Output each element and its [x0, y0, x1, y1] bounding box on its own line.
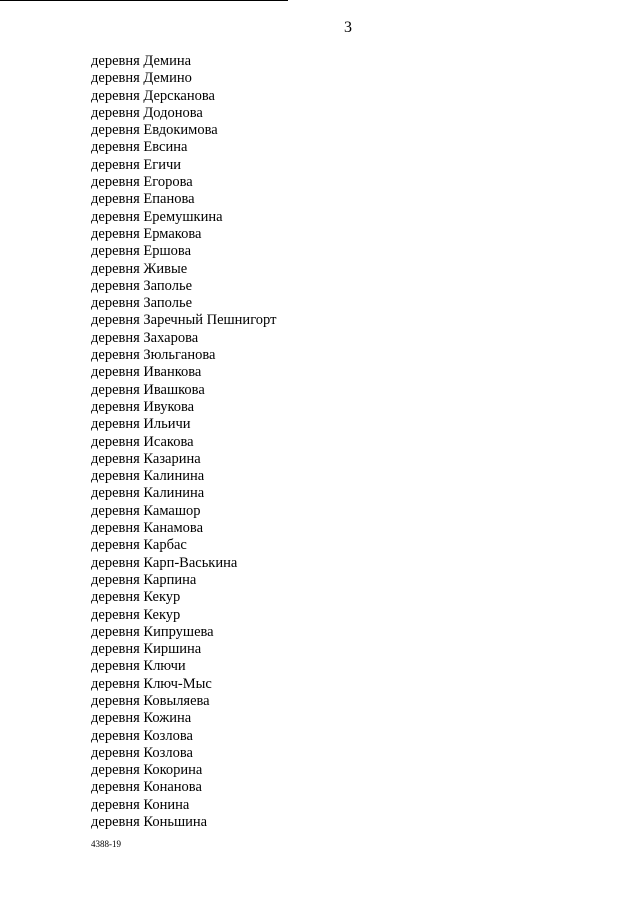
list-item: деревня Кожина	[91, 710, 192, 727]
list-item: деревня Кипрушева	[91, 623, 214, 640]
list-item: деревня Исакова	[91, 433, 194, 450]
list-item: деревня Карпина	[91, 571, 197, 588]
list-item: деревня Егорова	[91, 174, 193, 191]
list-item: деревня Коньшина	[91, 814, 208, 831]
list-item: деревня Иванкова	[91, 364, 202, 381]
list-item: деревня Канамова	[91, 520, 204, 537]
list-item: деревня Демина	[91, 53, 192, 69]
list-item: деревня Камашор	[91, 502, 201, 519]
list-item: деревня Демино	[91, 70, 192, 87]
list-item: деревня Калинина	[91, 485, 205, 502]
list-item: деревня Карбас	[91, 537, 187, 554]
list-item: деревня Захарова	[91, 329, 199, 346]
list-item: деревня Евдокимова	[91, 122, 218, 139]
settlement-list	[91, 53, 276, 831]
list-item: деревня Евсина	[91, 139, 188, 156]
list-item: деревня Калинина	[91, 468, 205, 485]
list-item: деревня Заречный Пешнигорт	[91, 312, 277, 329]
list-item: деревня Конанова	[91, 779, 202, 796]
list-item: деревня Ильичи	[91, 416, 191, 433]
list-item: деревня Кекур	[91, 589, 181, 606]
list-item: деревня Ключи	[91, 658, 186, 675]
list-item: деревня Козлова	[91, 727, 193, 744]
list-item: деревня Ершова	[91, 243, 192, 260]
page-number: 3	[344, 19, 352, 36]
list-item: деревня Казарина	[91, 450, 201, 467]
list-item: деревня Егичи	[91, 156, 182, 173]
list-item: деревня Кекур	[91, 606, 181, 623]
list-item: деревня Додонова	[91, 104, 203, 121]
list-item: деревня Заполье	[91, 277, 193, 294]
list-item: деревня Заполье	[91, 295, 193, 312]
list-item: деревня Киршина	[91, 641, 202, 658]
list-item: деревня Ключ-Мыс	[91, 675, 212, 692]
list-item: деревня Карп-Васькина	[91, 554, 238, 571]
list-item: деревня Епанова	[91, 191, 195, 208]
list-item: деревня Козлова	[91, 744, 193, 761]
top-rule	[0, 0, 288, 1]
list-item: деревня Еремушкина	[91, 208, 223, 225]
list-item: деревня Ивукова	[91, 398, 195, 415]
list-item: деревня Кокорина	[91, 762, 203, 779]
list-item: деревня Ермакова	[91, 225, 202, 242]
list-item: деревня Ковыляева	[91, 692, 210, 709]
list-item: деревня Конина	[91, 796, 190, 813]
list-item: деревня Живые	[91, 260, 188, 277]
list-item: деревня Зюльганова	[91, 347, 216, 364]
list-item: деревня Ивашкова	[91, 381, 205, 398]
list-item: деревня Дерсканова	[91, 87, 215, 104]
document-code: 4388-19	[91, 839, 121, 849]
